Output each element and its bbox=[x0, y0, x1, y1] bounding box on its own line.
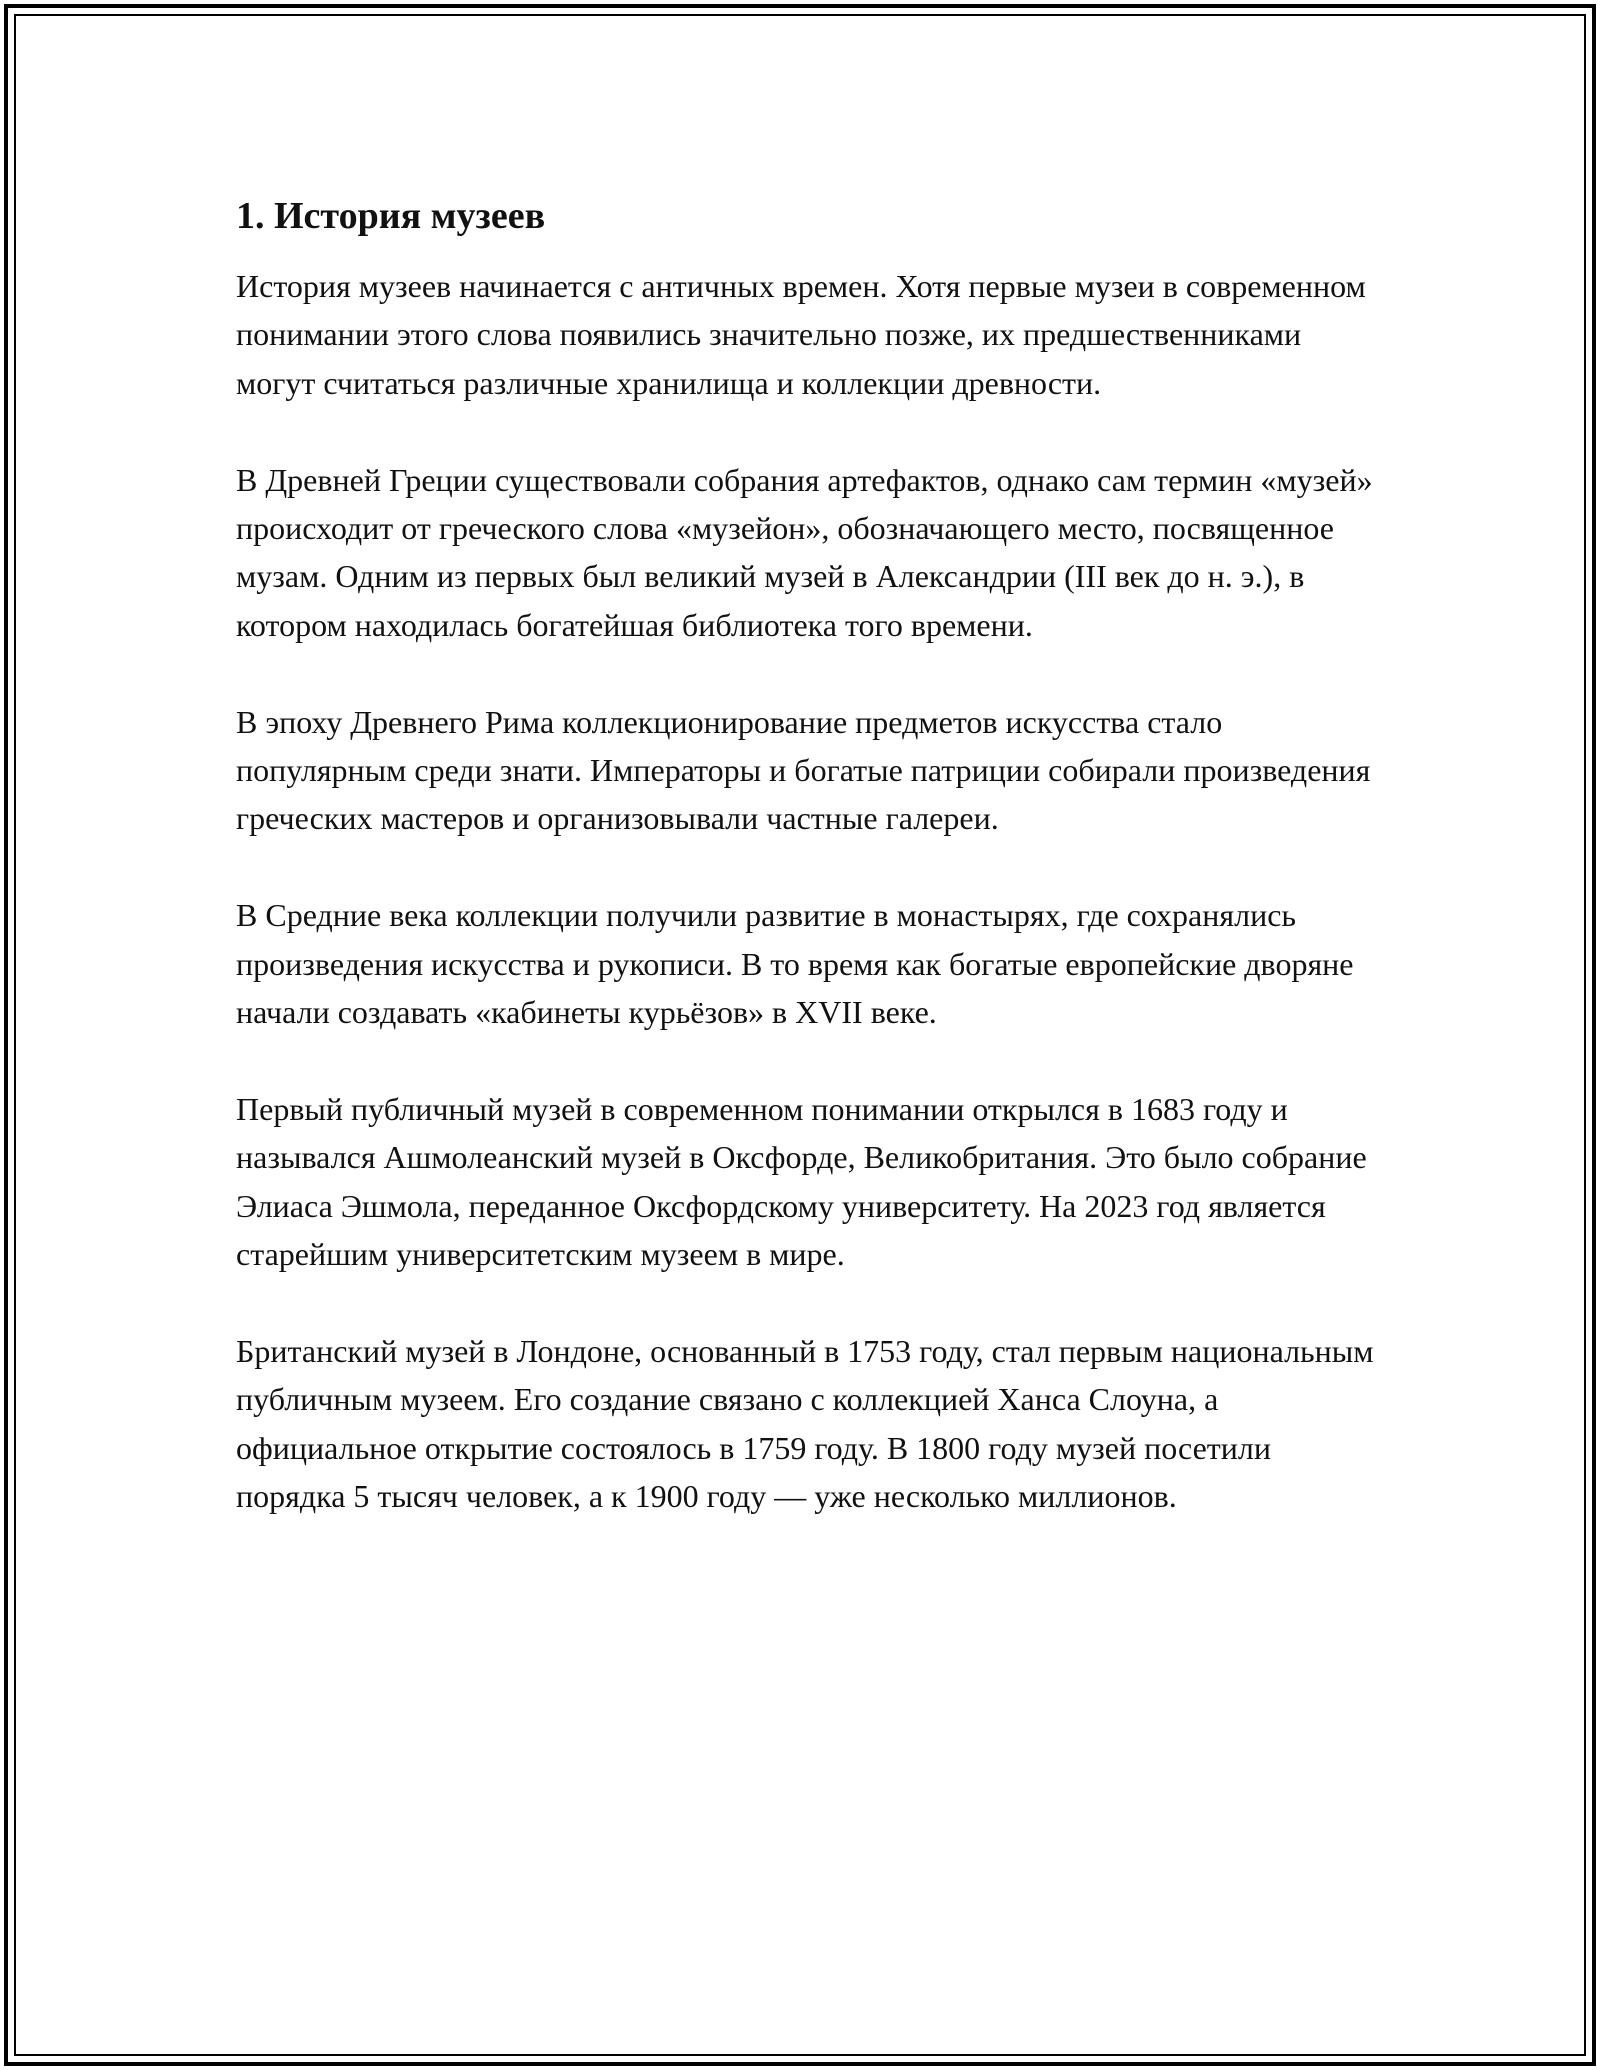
paragraph-5: Первый публичный музей в современном понимании открылся в 1683 году и назывался Ашмолеанский музей в Оксфорде, Великобритания. Это было собрание Элиаса Эшмола, переданное Оксфордскому университету. На 2023 год является старейшим университетским музеем в мире. bbox=[236, 1090, 1367, 1273]
paragraph-3: В эпоху Древнего Рима коллекционирование предметов искусства стало популярным среди знати. Императоры и богатые патриции собирали произведения греческих мастеров и организовывали частные галереи. bbox=[236, 703, 1371, 837]
paragraph-2: В Древней Греции существовали собрания артефактов, однако сам термин «музей» происходит от греческого слова «музейон», обозначающего место, посвященное музам. Одним из первых был великий музей в Александрии (III век до н. э.), в котором находилась богатейшая библиотека того времени. bbox=[236, 461, 1373, 643]
section-heading: 1. История музеев bbox=[236, 195, 546, 237]
paragraph-1: История музеев начинается с античных времен. Хотя первые музеи в современном понимании этого слова появились значительно позже, их предшественниками могут считаться различные хранилища и коллекции древности. bbox=[236, 268, 1366, 401]
paragraph-4: В Средние века коллекции получили развитие в монастырях, где сохранялись произведения искусства и рукописи. В то время как богатые европейские дворяне начали создавать «кабинеты курьёзов» в XVII веке. bbox=[236, 897, 1354, 1031]
paragraph-6: Британский музей в Лондоне, основанный в 1753 году, стал первым национальным публичным музеем. Его создание связано с коллекцией Ханса Слоуна, а официальное открытие состоялось в 1759 году. В 1800 году музей посетили порядка 5 тысяч человек, а к 1900 году — уже несколько миллионов. bbox=[236, 1332, 1374, 1515]
document-body bbox=[236, 190, 1376, 1569]
